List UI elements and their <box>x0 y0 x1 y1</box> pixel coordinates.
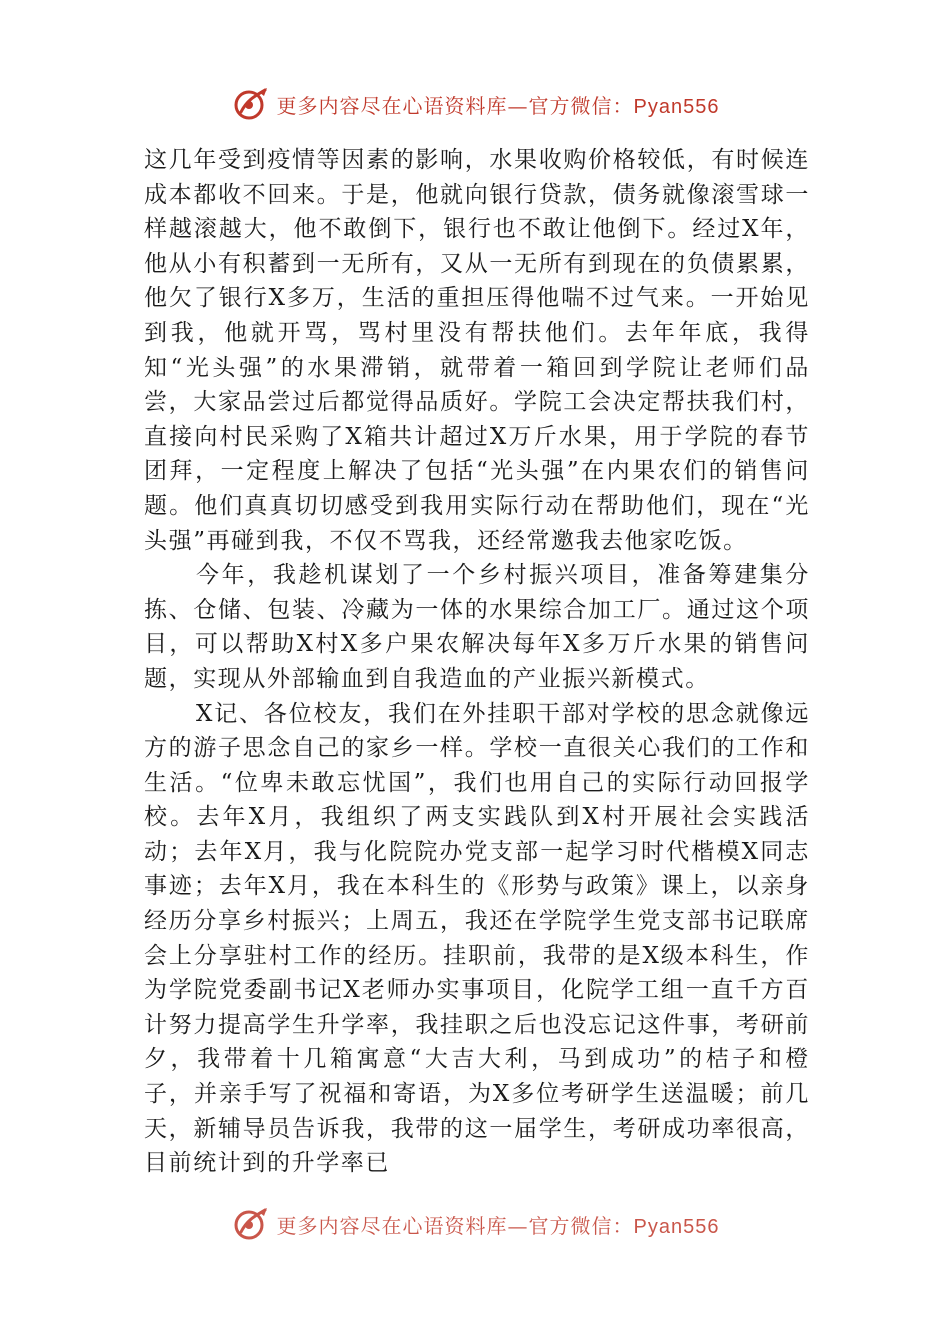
header-brand-text: 更多内容尽在心语资料库—官方微信：Pyan556 <box>276 93 720 118</box>
brand-logo-icon <box>231 1204 271 1244</box>
document-body <box>144 143 810 1219</box>
footer-brand-text: 更多内容尽在心语资料库—官方微信：Pyan556 <box>276 1213 720 1238</box>
paragraph-1: 这几年受到疫情等因素的影响，水果收购价格较低，有时候连成本都收不回来。于是，他就向银行贷款，债务就像滚雪球一样越滚越大，他不敢倒下，银行也不敢让他倒下。经过X年，他从小有积蓄到一无所有，又从一无所有到现在的负债累累，他欠了银行X多万，生活的重担压得他喘不过气来。一开始见到我，他就开骂，骂村里没有帮扶他们。去年年底，我得知“光头强”的水果滞销，就带着一箱回到学院让老师们品尝，大家品尝过后都觉得品质好。学院工会决定帮扶我们村，直接向村民采购了X箱共计超过X万斤水果，用于学院的春节团拜，一定程度上解决了包括“光头强”在内果农们的销售问题。他们真真切切感受到我用实际行动在帮助他们，现在“光头强”再碰到我，不仅不骂我，还经常邀我去他家吃饭。 <box>144 147 810 554</box>
header-watermark <box>0 82 950 126</box>
footer-watermark <box>0 1202 950 1246</box>
brand-logo-icon <box>231 84 271 124</box>
paragraph-3: X记、各位校友，我们在外挂职干部对学校的思念就像远方的游子思念自己的家乡一样。学校一直很关心我们的工作和生活。“位卑未敢忘忧国”，我们也用自己的实际行动回报学校。去年X月，我组织了两支实践队到X村开展社会实践活动；去年X月，我与化院院办党支部一起学习时代楷模X同志事迹；去年X月，我在本科生的《形势与政策》课上，以亲身经历分享乡村振兴；上周五，我还在学院学生党支部书记联席会上分享驻村工作的经历。挂职前，我带的是X级本科生，作为学院党委副书记X老师办实事项目，化院学工组一直千方百计努力提高学生升学率，我挂职之后也没忘记这件事，考研前夕，我带着十几箱寓意“大吉大利，马到成功”的桔子和橙子，并亲手写了祝福和寄语，为X多位考研学生送温暖；前几天，新辅导员告诉我，我带的这一届学生，考研成功率很高，目前统计到的升学率已 <box>144 700 810 1177</box>
paragraph-2: 今年，我趁机谋划了一个乡村振兴项目，准备筹建集分拣、仓储、包装、冷藏为一体的水果综合加工厂。通过这个项目，可以帮助X村X多户果农解决每年X多万斤水果的销售问题，实现从外部输血到自我造血的产业振兴新模式。 <box>144 562 810 692</box>
header-brand-id: Pyan556 <box>633 95 720 118</box>
footer-brand-id: Pyan556 <box>633 1215 720 1238</box>
